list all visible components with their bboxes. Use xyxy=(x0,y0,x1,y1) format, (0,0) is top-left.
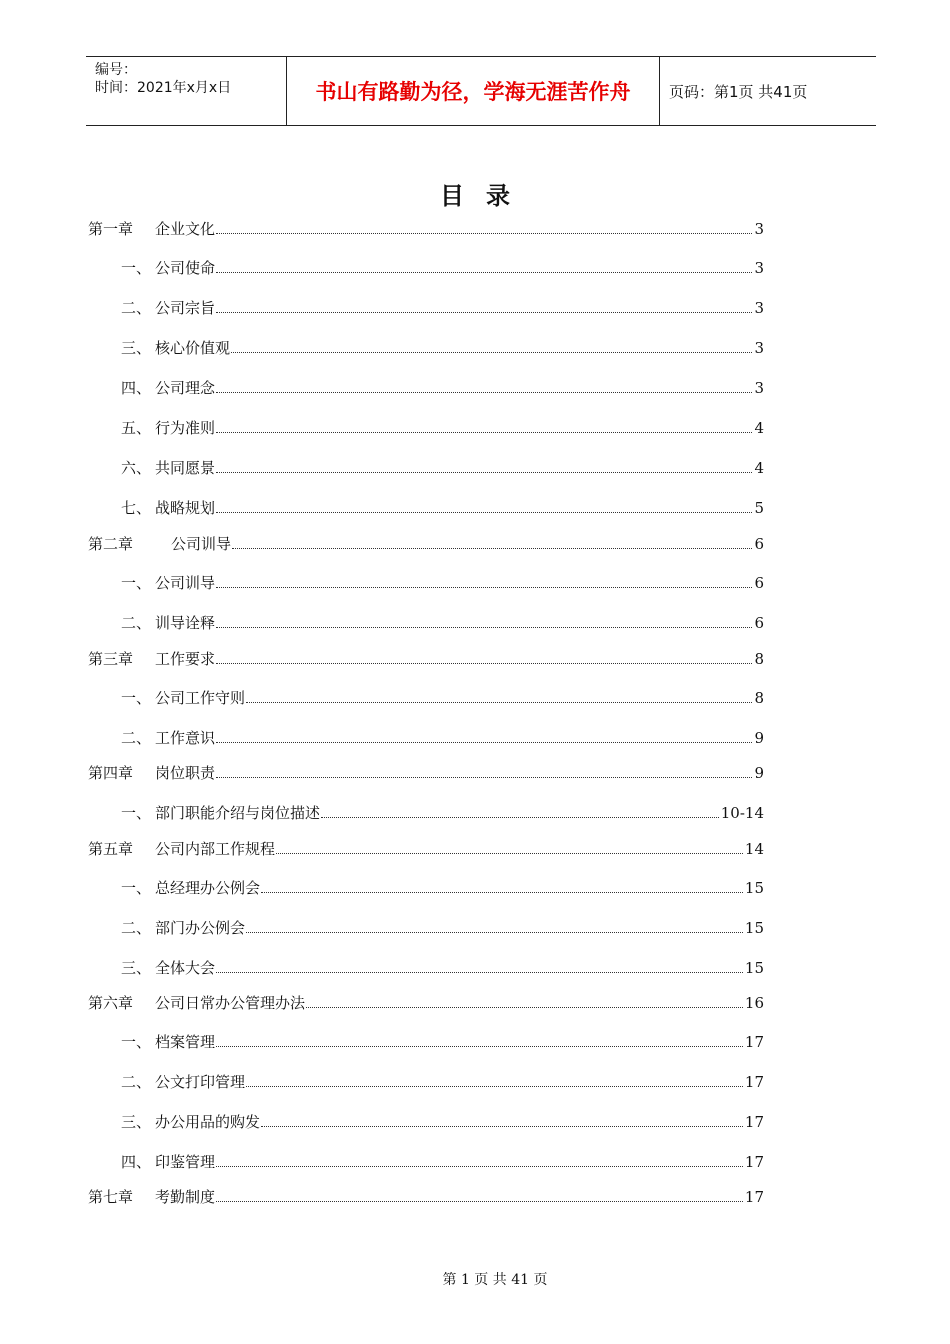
toc-entry-page: 4 xyxy=(754,459,764,477)
toc-entry-number: 一、 xyxy=(121,804,152,822)
toc-entry-page: 17 xyxy=(744,1153,764,1171)
toc-entry-number: 一、 xyxy=(121,689,152,707)
toc-entry-number: 四、 xyxy=(121,1153,152,1171)
toc-entry-page: 15 xyxy=(744,919,764,937)
toc-entry[interactable] xyxy=(0,572,950,594)
dot-leader xyxy=(216,233,752,234)
toc-entry-label: 考勤制度 xyxy=(155,1188,216,1206)
toc-entry-label: 行为准则 xyxy=(155,419,216,437)
toc-entry-label: 企业文化 xyxy=(155,220,216,238)
toc-entry-page: 6 xyxy=(754,535,764,553)
toc-entry-page: 8 xyxy=(754,650,764,668)
toc-entry-label: 公文打印管理 xyxy=(155,1073,246,1091)
toc-entry-label: 核心价值观 xyxy=(155,339,231,357)
toc-entry-label: 公司内部工作规程 xyxy=(155,840,276,858)
dot-leader xyxy=(246,1086,743,1087)
toc-title: 目录 xyxy=(440,182,532,210)
toc-entry-label: 训导诠释 xyxy=(155,614,216,632)
toc-entry-label: 公司工作守则 xyxy=(155,689,246,707)
dot-leader xyxy=(321,817,719,818)
toc-entry[interactable] xyxy=(0,337,950,359)
dot-leader xyxy=(261,1126,743,1127)
toc-entry-number: 第一章 xyxy=(88,220,134,238)
toc-entry-page: 8 xyxy=(754,689,764,707)
document-date: 时间：2021年x月x日 xyxy=(95,80,232,96)
dot-leader xyxy=(216,312,752,313)
toc-entry-number: 二、 xyxy=(121,729,152,747)
dot-leader xyxy=(306,1007,743,1008)
toc-entry-label: 部门职能介绍与岗位描述 xyxy=(155,804,321,822)
toc-entry[interactable] xyxy=(0,957,950,979)
toc-entry-label: 全体大会 xyxy=(155,959,216,977)
toc-entry-number: 三、 xyxy=(121,339,152,357)
dot-leader xyxy=(216,512,752,513)
toc-entry-page: 5 xyxy=(754,499,764,517)
dot-leader xyxy=(276,853,743,854)
header-motto: 书山有路勤为径，学海无涯苦作舟 xyxy=(287,57,660,125)
toc-entry-label: 公司训导 xyxy=(171,535,232,553)
toc-entry[interactable] xyxy=(0,762,950,784)
toc-entry-page: 3 xyxy=(754,339,764,357)
toc-entry[interactable] xyxy=(0,1071,950,1093)
toc-entry[interactable] xyxy=(0,1031,950,1053)
dot-leader xyxy=(216,627,752,628)
toc-entry-number: 三、 xyxy=(121,959,152,977)
toc-entry[interactable] xyxy=(0,457,950,479)
toc-entry[interactable] xyxy=(0,533,950,555)
toc-entry-page: 6 xyxy=(754,614,764,632)
toc-entry-label: 公司日常办公管理办法 xyxy=(155,994,306,1012)
dot-leader xyxy=(216,472,752,473)
toc-entry-page: 14 xyxy=(744,840,764,858)
dot-leader xyxy=(216,1046,743,1047)
toc-entry-number: 三、 xyxy=(121,1113,152,1131)
page-footer: 第 1 页 共 41 页 xyxy=(442,1272,548,1288)
toc-entry-page: 3 xyxy=(754,379,764,397)
toc-entry-number: 第二章 xyxy=(88,535,134,553)
toc-entry-label: 印鉴管理 xyxy=(155,1153,216,1171)
toc-entry-number: 第六章 xyxy=(88,994,134,1012)
toc-entry-page: 6 xyxy=(754,574,764,592)
dot-leader xyxy=(216,272,752,273)
dot-leader xyxy=(216,587,752,588)
toc-entry[interactable] xyxy=(0,992,950,1014)
dot-leader xyxy=(216,777,752,778)
toc-entry-number: 第四章 xyxy=(88,764,134,782)
toc-entry-number: 二、 xyxy=(121,299,152,317)
toc-entry-label: 公司宗旨 xyxy=(155,299,216,317)
toc-entry-page: 17 xyxy=(744,1113,764,1131)
toc-entry-page: 3 xyxy=(754,220,764,238)
toc-entry-number: 一、 xyxy=(121,879,152,897)
dot-leader xyxy=(232,548,752,549)
toc-entry-label: 工作意识 xyxy=(155,729,216,747)
dot-leader xyxy=(216,392,752,393)
toc-entry-page: 9 xyxy=(754,764,764,782)
toc-entry[interactable] xyxy=(0,802,950,824)
toc-entry-page: 3 xyxy=(754,299,764,317)
toc-entry-label: 档案管理 xyxy=(155,1033,216,1051)
toc-entry[interactable] xyxy=(0,218,950,240)
toc-entry[interactable] xyxy=(0,917,950,939)
toc-entry-number: 一、 xyxy=(121,1033,152,1051)
dot-leader xyxy=(261,892,743,893)
toc-entry[interactable] xyxy=(0,687,950,709)
toc-entry-label: 工作要求 xyxy=(155,650,216,668)
toc-entry-number: 第五章 xyxy=(88,840,134,858)
toc-entry-number: 六、 xyxy=(121,459,152,477)
header-page-info: 页码：第1页 共41页 xyxy=(669,82,808,101)
toc-entry[interactable] xyxy=(0,727,950,749)
toc-entry-number: 七、 xyxy=(121,499,152,517)
dot-leader xyxy=(216,972,743,973)
dot-leader xyxy=(231,352,752,353)
toc-entry-page: 9 xyxy=(754,729,764,747)
toc-entry[interactable] xyxy=(0,257,950,279)
toc-entry-number: 二、 xyxy=(121,919,152,937)
dot-leader xyxy=(246,932,743,933)
dot-leader xyxy=(246,702,752,703)
toc-entry[interactable] xyxy=(0,877,950,899)
toc-entry-number: 二、 xyxy=(121,614,152,632)
toc-entry-page: 10-14 xyxy=(720,804,764,822)
toc-entry[interactable] xyxy=(0,1151,950,1173)
toc-entry-page: 3 xyxy=(754,259,764,277)
toc-entry-label: 公司理念 xyxy=(155,379,216,397)
toc-entry[interactable] xyxy=(0,377,950,399)
toc-entry-label: 岗位职责 xyxy=(155,764,216,782)
toc-entry-label: 公司使命 xyxy=(155,259,216,277)
toc-entry-number: 四、 xyxy=(121,379,152,397)
toc-entry[interactable] xyxy=(0,648,950,670)
toc-entry[interactable] xyxy=(0,612,950,634)
toc-entry-page: 15 xyxy=(744,879,764,897)
dot-leader xyxy=(216,1166,743,1167)
toc-entry-number: 一、 xyxy=(121,574,152,592)
toc-entry-number: 第七章 xyxy=(88,1188,134,1206)
toc-entry[interactable] xyxy=(0,1186,950,1208)
toc-entry-number: 第三章 xyxy=(88,650,134,668)
toc-entry[interactable] xyxy=(0,1111,950,1133)
toc-entry-page: 17 xyxy=(744,1033,764,1051)
toc-entry-label: 总经理办公例会 xyxy=(155,879,261,897)
toc-entry[interactable] xyxy=(0,497,950,519)
toc-entry-number: 二、 xyxy=(121,1073,152,1091)
toc-entry-page: 15 xyxy=(744,959,764,977)
document-number-label: 编号： xyxy=(95,62,137,78)
toc-entry[interactable] xyxy=(0,417,950,439)
toc-entry-label: 部门办公例会 xyxy=(155,919,246,937)
toc-entry-number: 一、 xyxy=(121,259,152,277)
toc-entry-label: 战略规划 xyxy=(155,499,216,517)
dot-leader xyxy=(216,663,752,664)
toc-entry-page: 17 xyxy=(744,1073,764,1091)
toc-entry-number: 五、 xyxy=(121,419,152,437)
dot-leader xyxy=(216,1201,743,1202)
toc-entry[interactable] xyxy=(0,297,950,319)
toc-entry-page: 17 xyxy=(744,1188,764,1206)
toc-entry-label: 公司训导 xyxy=(155,574,216,592)
toc-entry[interactable] xyxy=(0,838,950,860)
dot-leader xyxy=(216,432,752,433)
toc-entry-page: 16 xyxy=(744,994,764,1012)
toc-entry-label: 办公用品的购发 xyxy=(155,1113,261,1131)
toc-entry-label: 共同愿景 xyxy=(155,459,216,477)
toc-entry-page: 4 xyxy=(754,419,764,437)
dot-leader xyxy=(216,742,752,743)
